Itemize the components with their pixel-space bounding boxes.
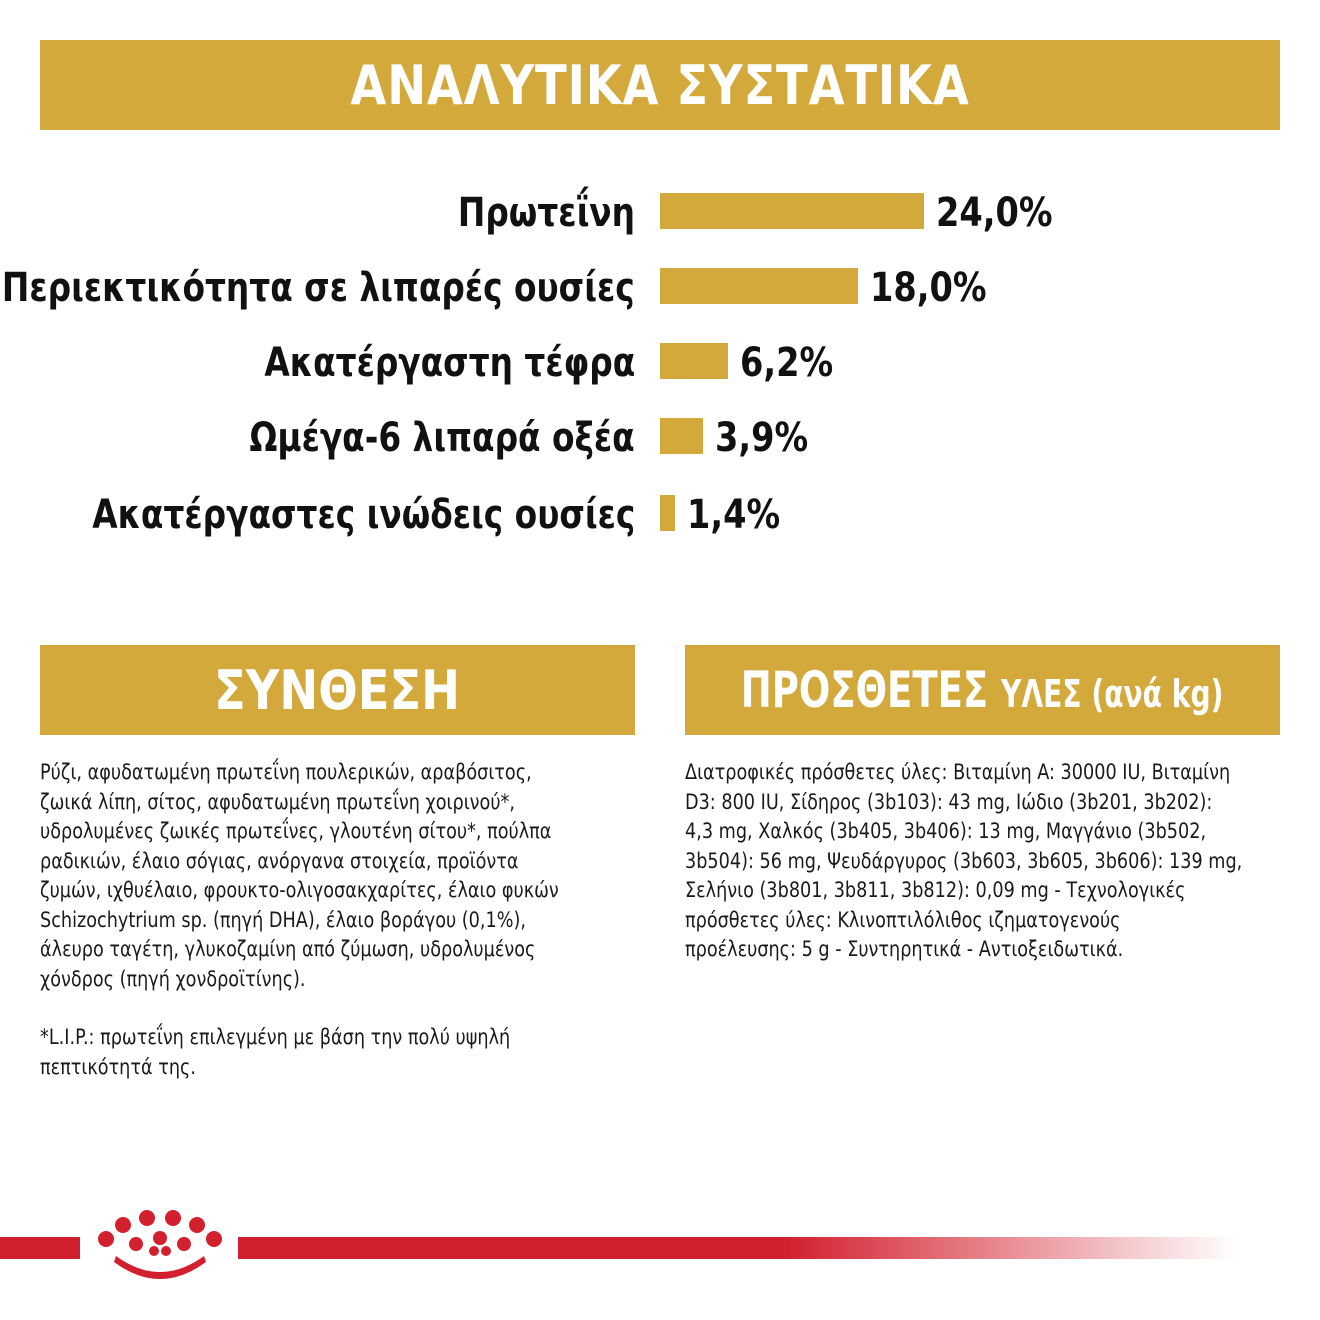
composition-header-banner xyxy=(40,645,635,735)
composition-text: Ρύζι, αφυδατωμένη πρωτεΐνη πουλερικών, αραβόσιτος, ζωικά λίπη, σίτος, αφυδατωμένη πρωτεΐνη χοιρινού*, υδρολυμένες ζωικές πρωτεΐνες, γλουτένη σίτου*, πούλπα ραδικιών, έλαιο σόγιας, ανόργανα στοιχεία, προϊόντα ζυμών, ιχθυέλαιο, φρουκτο-ολιγοσακχαρίτες, έλαιο φυκών Schizochytrium sp. (πηγή DHA), έλαιο βοράγου (0,1%), άλευρο ταγέτη, γλυκοζαμίνη από ζύμωση, υδρολυμένος χόνδρος (πηγή χονδροϊτίνης). xyxy=(40,760,559,991)
additives-title-main: ΠΡΟΣΘΕΤΕΣ xyxy=(741,661,989,719)
royal-canin-crown-icon xyxy=(92,1206,228,1282)
footer-stripe-left xyxy=(0,1237,80,1259)
analytics-row xyxy=(0,413,1320,463)
analytics-label: Ακατέργαστες ινώδεις ουσίες xyxy=(91,492,635,538)
composition-note: *L.I.P.: πρωτεΐνη επιλεγμένη με βάση την πολύ υψηλή πεπτικότητά της. xyxy=(40,1025,511,1079)
analytics-bar xyxy=(660,495,675,531)
analytics-value: 3,9% xyxy=(714,415,809,461)
analytics-label: Ωμέγα-6 λιπαρά οξέα xyxy=(249,415,635,461)
analytics-label: Ακατέργαστη τέφρα xyxy=(264,340,635,386)
analytics-label: Πρωτεΐνη xyxy=(457,190,635,236)
composition-title: ΣΥΝΘΕΣΗ xyxy=(214,658,461,722)
analytics-bar xyxy=(660,268,858,304)
analytics-label: Περιεκτικότητα σε λιπαρές ουσίες xyxy=(2,265,635,311)
analytics-bar xyxy=(660,343,728,379)
analytics-value: 24,0% xyxy=(936,190,1053,236)
footer-stripe-right xyxy=(238,1237,1238,1259)
analytics-bar xyxy=(660,418,703,454)
analytics-bar xyxy=(660,193,924,229)
analytics-title: ΑΝΑΛΥΤΙΚΑ ΣΥΣΤΑΤΙΚΑ xyxy=(350,53,970,117)
additives-text: Διατροφικές πρόσθετες ύλες: Βιταμίνη A: 30000 IU, Βιταμίνη D3: 800 IU, Σίδηρος (3b103): 43 mg, Ιώδιο (3b201, 3b202): 4,3 mg, Χαλκός (3b405, 3b406): 13 mg, Μαγγάνιο (3b502, 3b504): 56 mg, Ψευδάργυρος (3b603, 3b605, 3b606): 139 mg, Σελήνιο (3b801, 3b811, 3b812): 0,09 mg - Τεχνολογικές πρόσθετες ύλες: Κλινοπτιλόλιθος ιζηματογενούς προέλευσης: 5 g - Συντηρητικά - Αντιοξειδωτικά. xyxy=(685,760,1243,961)
analytics-value: 1,4% xyxy=(687,492,781,538)
analytics-row xyxy=(0,188,1320,238)
analytics-row xyxy=(0,490,1320,540)
analytics-header-banner xyxy=(40,40,1280,130)
analytics-row xyxy=(0,338,1320,388)
additives-header-banner xyxy=(685,645,1280,735)
additives-title-sub: ΥΛΕΣ (ανά kg) xyxy=(1001,672,1224,716)
analytics-value: 18,0% xyxy=(870,265,987,311)
analytics-value: 6,2% xyxy=(740,340,834,386)
analytics-row xyxy=(0,263,1320,313)
